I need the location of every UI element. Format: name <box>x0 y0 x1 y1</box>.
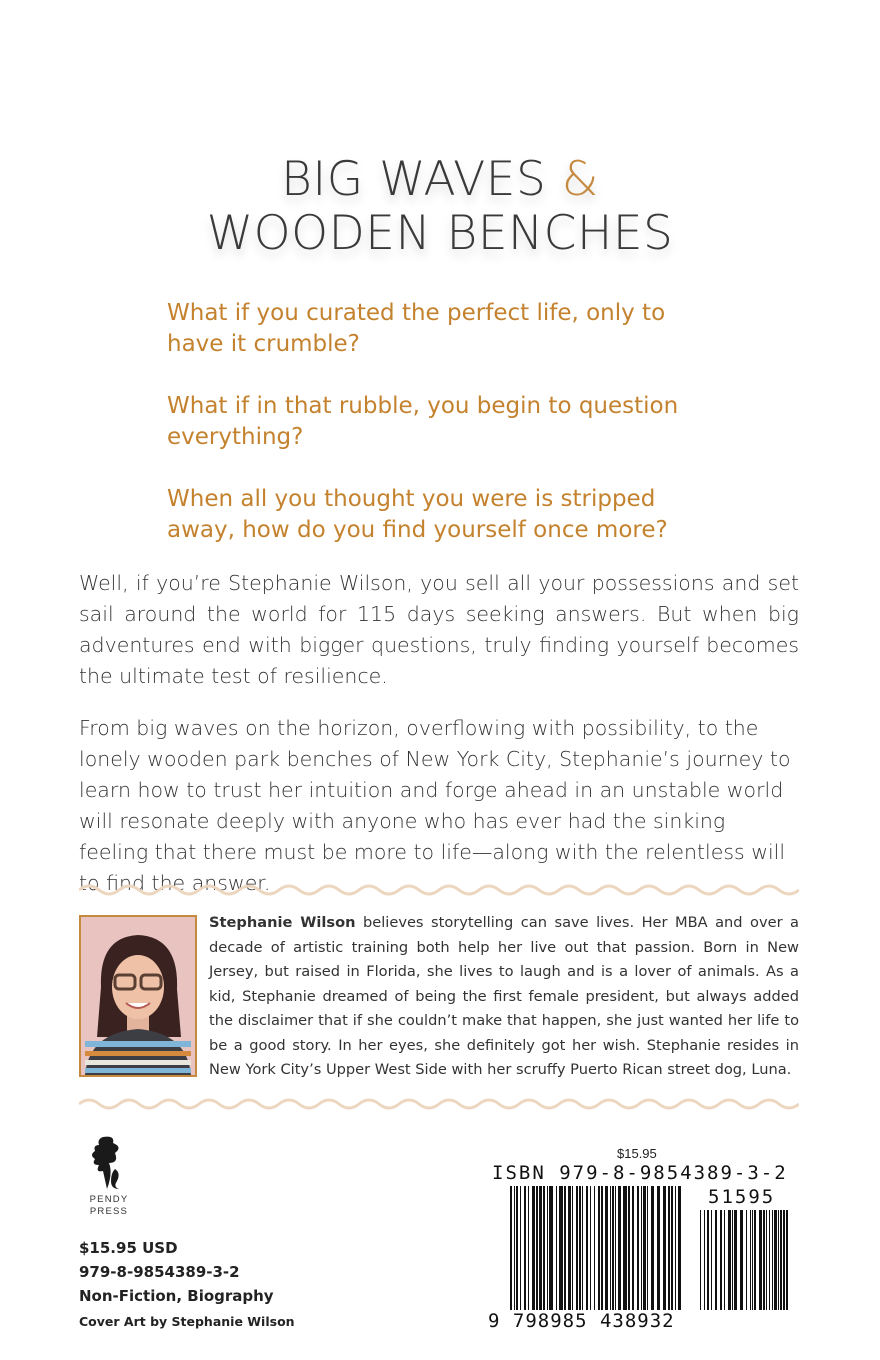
barcode-isbn-label: ISBN 979-8-9854389-3-2 <box>492 1162 788 1184</box>
barcode-bar <box>586 1186 588 1310</box>
barcode-bar <box>632 1186 634 1310</box>
title-text: BIG WAVES <box>281 152 562 207</box>
author-name: Stephanie Wilson <box>209 914 356 931</box>
barcode-bar <box>774 1210 777 1310</box>
barcode-bar <box>704 1210 705 1310</box>
barcode-bar <box>759 1210 762 1310</box>
question-2: What if in that rubble, you begin to question everything? <box>167 393 679 450</box>
barcode-bar <box>752 1210 753 1310</box>
blurb-paragraph-1: Well, if you’re Stephanie Wilson, you sell all your possessions and set sail around the world for 115 days seeking answers. But when big adventures end with bigger questions, truly finding yourself becomes the ultimate test of resilience. <box>79 571 799 688</box>
barcode-bar <box>671 1186 673 1310</box>
barcode-bar <box>707 1210 709 1310</box>
barcode-bar <box>628 1186 630 1310</box>
barcode-bar <box>663 1186 666 1310</box>
barcode-bar <box>772 1210 773 1310</box>
barcode-bar <box>539 1186 542 1310</box>
barcode-bar <box>615 1186 616 1310</box>
barcode-bar <box>601 1186 603 1310</box>
barcode-addon-number: 51595 <box>708 1186 776 1208</box>
barcode-bar <box>623 1186 627 1310</box>
author-bio <box>209 911 799 1083</box>
barcode-bar <box>780 1210 782 1310</box>
publisher-name-line-2: PRESS <box>89 1206 129 1217</box>
barcode-bar <box>612 1186 614 1310</box>
barcode-bar <box>543 1186 545 1310</box>
barcode-bar <box>728 1210 731 1310</box>
meta-category: Non-Fiction, Biography <box>79 1287 274 1305</box>
barcode-bar <box>536 1186 538 1310</box>
barcode-bar <box>657 1186 660 1310</box>
barcode-bar <box>532 1186 535 1310</box>
barcode-bar <box>746 1210 747 1310</box>
barcode-bar <box>783 1210 785 1310</box>
barcode-bar <box>568 1186 571 1310</box>
title-line-2: WOODEN BENCHES <box>206 206 674 261</box>
barcode-bar <box>740 1210 743 1310</box>
barcode-bar <box>786 1210 788 1310</box>
barcode-bar <box>514 1186 515 1310</box>
meta-isbn: 979-8-9854389-3-2 <box>79 1263 240 1281</box>
barcode-bar <box>549 1186 553 1310</box>
title-line-1 <box>0 153 880 207</box>
question-1: What if you curated the perfect life, only to have it crumble? <box>167 300 666 357</box>
barcode-bar <box>778 1210 779 1310</box>
barcode-bar <box>643 1186 646 1310</box>
barcode-bar <box>641 1186 642 1310</box>
barcode-bar <box>724 1210 725 1310</box>
barcode-bar <box>637 1186 639 1310</box>
question-3: When all you thought you were is stripped away, how do you find yourself once more? <box>167 486 668 543</box>
publisher-name-line-1: PENDY <box>89 1194 129 1205</box>
wave-divider-top <box>79 883 799 897</box>
tagline-questions <box>167 298 727 577</box>
isbn-barcode <box>488 1146 800 1336</box>
author-photo <box>79 915 197 1077</box>
barcode-bar <box>750 1210 751 1310</box>
barcode-bar <box>647 1186 648 1310</box>
barcode-bar <box>732 1210 733 1310</box>
barcode-bar <box>579 1186 581 1310</box>
barcode-bar <box>598 1186 600 1310</box>
barcode-bar <box>651 1186 654 1310</box>
barcode-bar <box>754 1210 756 1310</box>
barcode-bar <box>590 1186 591 1310</box>
barcode-bar <box>668 1186 670 1310</box>
barcode-bar <box>520 1186 521 1310</box>
barcode-bar <box>564 1186 566 1310</box>
barcode-bar <box>605 1186 608 1310</box>
barcode-bar <box>528 1186 529 1310</box>
barcode-bar <box>582 1186 583 1310</box>
barcode-bar <box>675 1186 676 1310</box>
barcode-bar <box>594 1186 595 1310</box>
cover-art-credit: Cover Art by Stephanie Wilson <box>79 1314 295 1329</box>
barcode-bar <box>766 1210 767 1310</box>
barcode-bar <box>763 1210 765 1310</box>
barcode-bar <box>618 1186 621 1310</box>
barcode-ean-digits: 9 798985 438932 <box>488 1310 675 1332</box>
barcode-bar <box>734 1210 737 1310</box>
book-meta <box>79 1236 274 1308</box>
barcode-bar <box>516 1186 518 1310</box>
publisher-logo <box>84 1133 134 1218</box>
book-title <box>0 153 880 261</box>
blurb-paragraph-2: From big waves on the horizon, overflowing with possibility, to the lonely wooden park benches of New York City, Stephanie’s journey to learn how to trust her intuition and forge ahead in an unstable world will resonate deeply with anyone who has ever had the sinking feeling that there must be more to life—along with the relentless will to find the answer. <box>79 716 791 895</box>
barcode-bar <box>547 1186 548 1310</box>
barcode-bar <box>711 1210 712 1310</box>
meta-price: $15.95 USD <box>79 1239 178 1257</box>
barcode-bar <box>556 1186 557 1310</box>
barcode-bar <box>678 1186 681 1310</box>
barcode-bar <box>559 1186 563 1310</box>
barcode-bar <box>715 1210 717 1310</box>
wave-divider-bottom <box>79 1097 799 1111</box>
barcode-bar <box>576 1186 578 1310</box>
barcode-bar <box>510 1186 512 1310</box>
title-ampersand: & <box>561 152 599 207</box>
barcode-bar <box>769 1210 770 1310</box>
barcode-bar <box>700 1210 701 1310</box>
barcode-bar <box>572 1186 573 1310</box>
barcode-price: $15.95 <box>617 1146 657 1161</box>
publisher-emblem-icon <box>89 1133 129 1191</box>
barcode-bar <box>720 1210 722 1310</box>
barcode-bar <box>524 1186 526 1310</box>
author-bio-text: believes storytelling can save lives. Her MBA and over a decade of artistic training both help her live out that passion. Born in New Jersey, but raised in Florida, she lives to laugh and is a lover of animals. As a kid, Stephanie dreamed of being the first female president, but always added the disclaimer that if she couldn’t make that happen, she just wanted her life to be a good story. In her eyes, she definitely got her wish. Stephanie resides in New York City’s Upper West Side with her scruffy Puerto Rican street dog, Luna. <box>209 914 799 1078</box>
barcode-bar <box>610 1186 611 1310</box>
